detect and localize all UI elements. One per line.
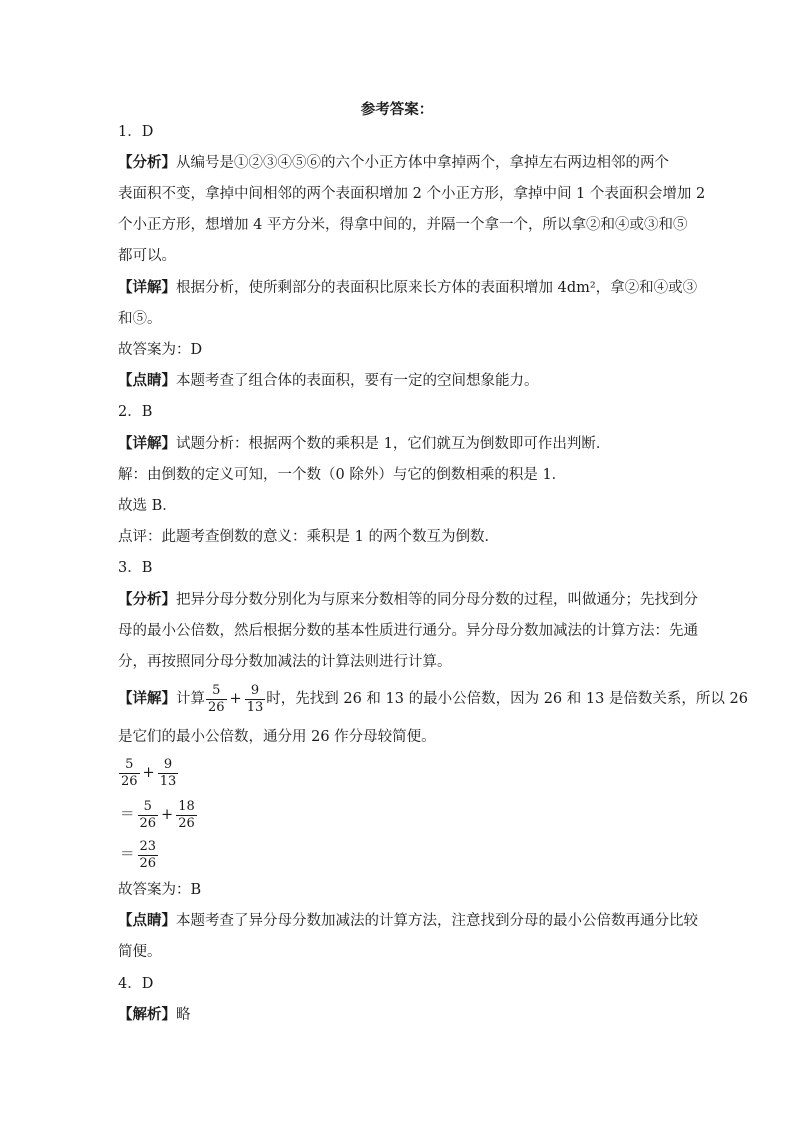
q3-comment-line-1: 【点睛】本题考查了异分母分数加减法的计算方法，注意找到分母的最小公倍数再通分比较 — [118, 912, 698, 929]
q2-answer: 2．B — [118, 404, 153, 420]
comment-tag: 【点睛】 — [118, 912, 176, 929]
q3-calc-step-3: ＝ $\frac{23}{26}$ — [120, 838, 157, 871]
q1-detail-line-1: 【详解】根据分析，使所剩部分的表面积比原来长方体的表面积增加 4dm²，拿②和④或③ — [118, 279, 698, 296]
q1-analysis-line-3: 个小正方形，想增加 4 平方分米，得拿中间的，并隔一个拿一个，所以拿②和④或③和⑤ — [118, 217, 688, 233]
analysis-tag: 【解析】 — [118, 1006, 176, 1023]
fraction: $\frac{5}{26}$ — [208, 682, 225, 715]
q3-detail-line-2: 是它们的最小公倍数，通分用 26 作分母较简便。 — [118, 729, 436, 745]
q1-conclusion: 故答案为：D — [118, 342, 203, 358]
q3-detail-line-1: 【详解】计算 $\frac{5}{26}$ + $\frac{9}{13}$ 时，先找到 26 和 13 的最小公倍数，因为 26 和 13 是倍数关系，所以 26 — [118, 682, 748, 715]
fraction: $\frac{9}{13}$ — [246, 682, 264, 715]
q2-solution: 解：由倒数的定义可知，一个数（0 除外）与它的倒数相乘的积是 1． — [118, 467, 567, 483]
q3-calc-step-1: $\frac{5}{26}$ + $\frac{9}{13}$ — [121, 756, 177, 789]
q3-comment-line-2: 简便。 — [118, 944, 162, 960]
comment-tag: 【点睛】 — [118, 372, 176, 389]
q3-calc-step-2: ＝ $\frac{5}{26}$ + $\frac{18}{26}$ — [120, 798, 195, 831]
detail-tag: 【详解】 — [118, 690, 176, 707]
q1-analysis-line-1: 【分析】从编号是①②③④⑤⑥的六个小正方体中拿掉两个，拿掉左右两边相邻的两个 — [118, 154, 669, 171]
q3-conclusion: 故答案为：B — [118, 882, 202, 898]
q1-comment: 【点睛】本题考查了组合体的表面积，要有一定的空间想象能力。 — [118, 372, 539, 389]
analysis-tag: 【分析】 — [118, 154, 176, 171]
page-title: 参考答案： — [360, 101, 434, 118]
q4-answer: 4．D — [118, 976, 154, 992]
q2-conclusion: 故选 B． — [118, 498, 177, 514]
q3-answer: 3．B — [118, 560, 153, 576]
q3-analysis-line-2: 母的最小公倍数，然后根据分数的基本性质进行通分。异分母分数加减法的计算方法：先通 — [118, 623, 698, 639]
q1-detail-line-2: 和⑤。 — [118, 311, 162, 327]
fraction: $\frac{5}{26}$ — [139, 798, 157, 831]
q1-analysis-line-2: 表面积不变，拿掉中间相邻的两个表面积增加 2 个小正方形，拿掉中间 1 个表面积会增加 2 — [118, 186, 706, 202]
fraction: $\frac{18}{26}$ — [178, 798, 195, 831]
fraction: $\frac{9}{13}$ — [159, 756, 177, 789]
q3-analysis-line-3: 分，再按照同分母分数加减法的计算法则进行计算。 — [118, 654, 452, 670]
q3-analysis-line-1: 【分析】把异分母分数分别化为与原来分数相等的同分母分数的过程，叫做通分；先找到分 — [118, 591, 698, 608]
detail-tag: 【详解】 — [118, 279, 176, 296]
fraction: $\frac{5}{26}$ — [121, 756, 138, 789]
q2-detail: 【详解】试题分析：根据两个数的乘积是 1，它们就互为倒数即可作出判断． — [118, 435, 611, 452]
detail-tag: 【详解】 — [118, 435, 176, 452]
q4-analysis: 【解析】略 — [118, 1006, 191, 1023]
analysis-tag: 【分析】 — [118, 591, 176, 608]
q1-answer: 1．D — [118, 124, 154, 140]
q1-analysis-line-4: 都可以。 — [118, 248, 176, 264]
q2-comment: 点评：此题考查倒数的意义：乘积是 1 的两个数互为倒数． — [118, 529, 499, 545]
fraction: $\frac{23}{26}$ — [139, 838, 157, 871]
